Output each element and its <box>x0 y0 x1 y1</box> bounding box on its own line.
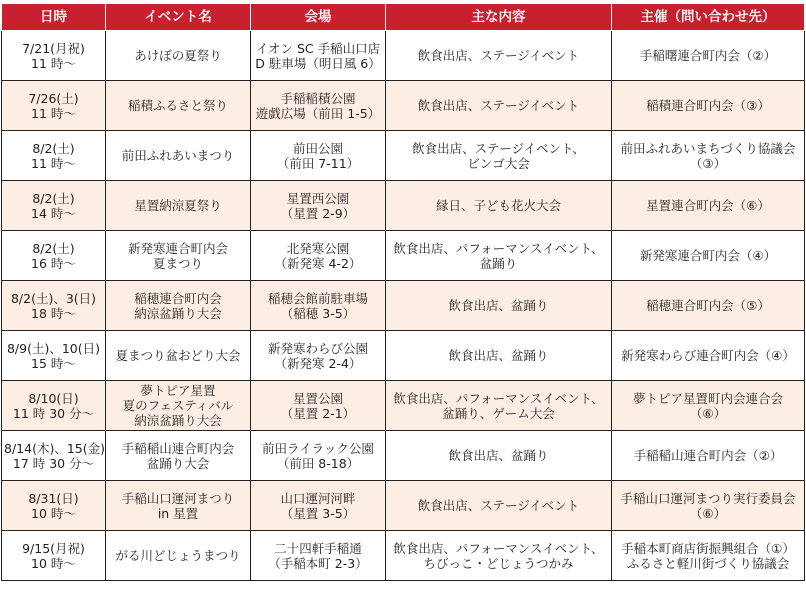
cell-date <box>2 481 106 531</box>
cell-venue <box>251 31 386 81</box>
cell-text: 9/15(月祝) <box>22 540 85 556</box>
cell-text: 飲食出店、ステージイベント <box>417 498 580 513</box>
cell-content <box>386 31 612 81</box>
cell-text: 夏まつり盆おどり大会 <box>115 348 241 363</box>
cell-text: in 星置 <box>157 505 199 521</box>
cell-content <box>386 431 612 481</box>
table-row <box>2 31 805 81</box>
cell-text: （手稲本町 2-3） <box>268 555 368 571</box>
cell-text: 星置公園 <box>292 390 343 406</box>
cell-content <box>386 531 612 581</box>
cell-text: ちびっこ・どじょうつかみ <box>423 555 574 571</box>
cell-date <box>2 181 106 231</box>
cell-content <box>386 331 612 381</box>
table-row <box>2 231 805 281</box>
table-row <box>2 381 805 431</box>
cell-text: 15 時〜 <box>31 355 76 371</box>
cell-text: 11 時 30 分〜 <box>12 405 95 421</box>
cell-text: 8/2(土) <box>32 140 75 156</box>
cell-text: 二十四軒手稲通 <box>274 540 362 556</box>
cell-text: 14 時〜 <box>31 205 76 221</box>
cell-content <box>386 181 612 231</box>
cell-text: 手稲山口運河まつり <box>121 490 235 506</box>
table-row <box>2 281 805 331</box>
cell-host <box>612 481 805 531</box>
cell-text: 飲食出店、盆踊り <box>448 298 549 313</box>
cell-text: 北発寒公園 <box>286 240 350 256</box>
cell-text: D 駐車場（明日風 6） <box>255 55 381 71</box>
header-row <box>2 4 805 31</box>
cell-text: 飲食出店、ステージイベント <box>417 48 580 63</box>
cell-date <box>2 231 106 281</box>
cell-text: 稲穂連合町内会（⑤） <box>646 298 770 313</box>
cell-date <box>2 431 106 481</box>
cell-venue <box>251 181 386 231</box>
table-row <box>2 331 805 381</box>
table-row <box>2 431 805 481</box>
cell-content <box>386 81 612 131</box>
cell-text: （前田 7-11） <box>276 155 360 171</box>
cell-text: 星置西公園 <box>286 190 350 206</box>
cell-text: 11 時〜 <box>31 55 76 71</box>
cell-date <box>2 31 106 81</box>
cell-venue <box>251 431 386 481</box>
cell-text: （前田 8-18） <box>276 455 360 471</box>
cell-date <box>2 131 106 181</box>
cell-text: 夏のフェスティバル <box>122 398 234 413</box>
cell-event <box>106 431 251 481</box>
cell-venue <box>251 481 386 531</box>
cell-text: 遊戯広場（前田 1-5） <box>255 105 381 121</box>
cell-date <box>2 281 106 331</box>
cell-text: 夢トピア星置 <box>140 383 216 398</box>
cell-venue <box>251 531 386 581</box>
header-date: 日時 <box>2 4 106 31</box>
cell-event <box>106 81 251 131</box>
event-table <box>1 3 805 581</box>
cell-text: ふるさと軽川街づくり協議会 <box>626 555 790 571</box>
cell-date <box>2 531 106 581</box>
cell-text: 前田公園 <box>292 140 343 156</box>
cell-text: 11 時〜 <box>31 155 76 171</box>
cell-text: ビンゴ大会 <box>467 155 530 171</box>
cell-text: 8/10(日) <box>28 390 79 406</box>
cell-text: 稲積ふるさと祭り <box>127 98 228 113</box>
cell-text: 17 時 30 分〜 <box>12 455 95 471</box>
cell-text: （星置 2-9） <box>280 205 356 221</box>
cell-event <box>106 381 251 431</box>
cell-host <box>612 381 805 431</box>
cell-text: 10 時〜 <box>31 505 76 521</box>
cell-text: 8/9(土)、10(日) <box>6 340 101 356</box>
cell-text: 7/26(土) <box>28 90 79 106</box>
cell-event <box>106 531 251 581</box>
cell-date <box>2 381 106 431</box>
cell-text: （新発寒 2-4） <box>274 355 362 371</box>
header-venue: 会場 <box>251 4 386 31</box>
cell-host <box>612 531 805 581</box>
cell-text: 7/21(月祝) <box>22 40 85 56</box>
cell-date <box>2 331 106 381</box>
cell-event <box>106 31 251 81</box>
cell-text: 星置納涼夏祭り <box>134 198 222 213</box>
cell-text: 盆踊り大会 <box>146 455 210 471</box>
header-content: 主な内容 <box>386 4 612 31</box>
table-body <box>2 31 805 581</box>
cell-event <box>106 281 251 331</box>
table-row <box>2 81 805 131</box>
cell-text: 夢トピア星置町内会連合会 <box>632 390 783 406</box>
cell-text: 稲穂連合町内会 <box>134 290 222 306</box>
cell-event <box>106 331 251 381</box>
cell-text: 飲食出店、ステージイベント、 <box>412 140 585 156</box>
cell-host <box>612 181 805 231</box>
cell-text: 8/14(木)、15(金) <box>4 440 105 456</box>
cell-venue <box>251 81 386 131</box>
cell-text: 飲食出店、ステージイベント <box>417 98 580 113</box>
cell-host <box>612 131 805 181</box>
cell-text: 山口運河河畔 <box>280 490 356 506</box>
cell-text: 手稲曙連合町内会（②） <box>639 48 777 63</box>
cell-event <box>106 131 251 181</box>
cell-host <box>612 431 805 481</box>
cell-text: あけぼの夏祭り <box>134 48 222 63</box>
cell-text: 稲積連合町内会（③） <box>646 98 770 113</box>
cell-text: 新発寒連合町内会（④） <box>639 248 777 263</box>
cell-text: 10 時〜 <box>31 555 76 571</box>
cell-text: 夏まつり <box>152 255 203 271</box>
cell-text: 手稲稲山連合町内会 <box>121 440 235 456</box>
cell-text: 納涼盆踊り大会 <box>134 305 222 321</box>
cell-text: （⑥） <box>689 505 727 521</box>
cell-host <box>612 331 805 381</box>
cell-content <box>386 481 612 531</box>
cell-text: 飲食出店、盆踊り <box>448 348 549 363</box>
cell-text: 11 時〜 <box>31 105 76 121</box>
cell-text: （新発寒 4-2） <box>274 255 362 271</box>
cell-text: 飲食出店、盆踊り <box>448 448 549 463</box>
cell-venue <box>251 281 386 331</box>
cell-venue <box>251 381 386 431</box>
cell-text: 前田ふれあいまつり <box>121 148 235 163</box>
cell-text: 8/2(土)、3(日) <box>10 290 97 306</box>
cell-text: 8/31(日) <box>28 490 79 506</box>
cell-host <box>612 281 805 331</box>
cell-text: 手稲本町商店街振興組合（①） <box>621 540 795 556</box>
cell-text: 縁日、子ども花火大会 <box>435 198 561 213</box>
cell-text: 飲食出店、パフォーマンスイベント、 <box>393 390 604 406</box>
table-row <box>2 181 805 231</box>
header-event: イベント名 <box>106 4 251 31</box>
cell-content <box>386 231 612 281</box>
cell-host <box>612 31 805 81</box>
cell-text: 手稲山口運河まつり実行委員会 <box>620 490 796 506</box>
cell-text: がる川どじょうまつり <box>115 548 241 563</box>
cell-text: 手稲稲山連合町内会（②） <box>633 448 783 463</box>
cell-text: （星置 3-5） <box>280 505 356 521</box>
cell-event <box>106 481 251 531</box>
cell-text: 納涼盆踊り大会 <box>134 413 222 428</box>
table-row <box>2 531 805 581</box>
cell-text: 新発寒わらび公園 <box>267 340 368 356</box>
cell-event <box>106 181 251 231</box>
cell-text: （稲穂 3-5） <box>280 305 356 321</box>
cell-content <box>386 131 612 181</box>
cell-text: 星置連合町内会（⑥） <box>646 198 770 213</box>
table-row <box>2 131 805 181</box>
cell-content <box>386 281 612 331</box>
cell-text: 新発寒わらび連合町内会（④） <box>621 348 795 363</box>
cell-text: （星置 2-1） <box>280 405 356 421</box>
cell-text: 飲食出店、パフォーマンスイベント、 <box>393 240 604 256</box>
cell-text: 飲食出店、パフォーマンスイベント、 <box>393 540 604 556</box>
cell-text: （③） <box>689 155 727 171</box>
cell-event <box>106 231 251 281</box>
header-host: 主催（問い合わせ先） <box>612 4 805 31</box>
cell-text: 稲穂会館前駐車場 <box>267 290 368 306</box>
cell-text: 8/2(土) <box>32 240 75 256</box>
cell-date <box>2 81 106 131</box>
cell-text: 盆踊り、ゲーム大会 <box>442 405 555 421</box>
cell-content <box>386 381 612 431</box>
cell-text: 前田ふれあいまちづくり協議会 <box>620 140 796 156</box>
cell-text: 8/2(土) <box>32 190 75 206</box>
cell-venue <box>251 131 386 181</box>
cell-text: イオン SC 手稲山口店 <box>255 40 381 56</box>
cell-text: 新発寒連合町内会 <box>127 240 228 256</box>
cell-venue <box>251 231 386 281</box>
cell-venue <box>251 331 386 381</box>
cell-text: （⑥） <box>689 405 727 421</box>
cell-text: 前田ライラック公園 <box>262 440 374 456</box>
cell-text: 手稲稲積公園 <box>280 90 356 106</box>
cell-text: 18 時〜 <box>31 305 76 321</box>
cell-host <box>612 81 805 131</box>
table-row <box>2 481 805 531</box>
cell-text: 盆踊り <box>479 255 518 271</box>
cell-text: 16 時〜 <box>31 255 76 271</box>
cell-host <box>612 231 805 281</box>
